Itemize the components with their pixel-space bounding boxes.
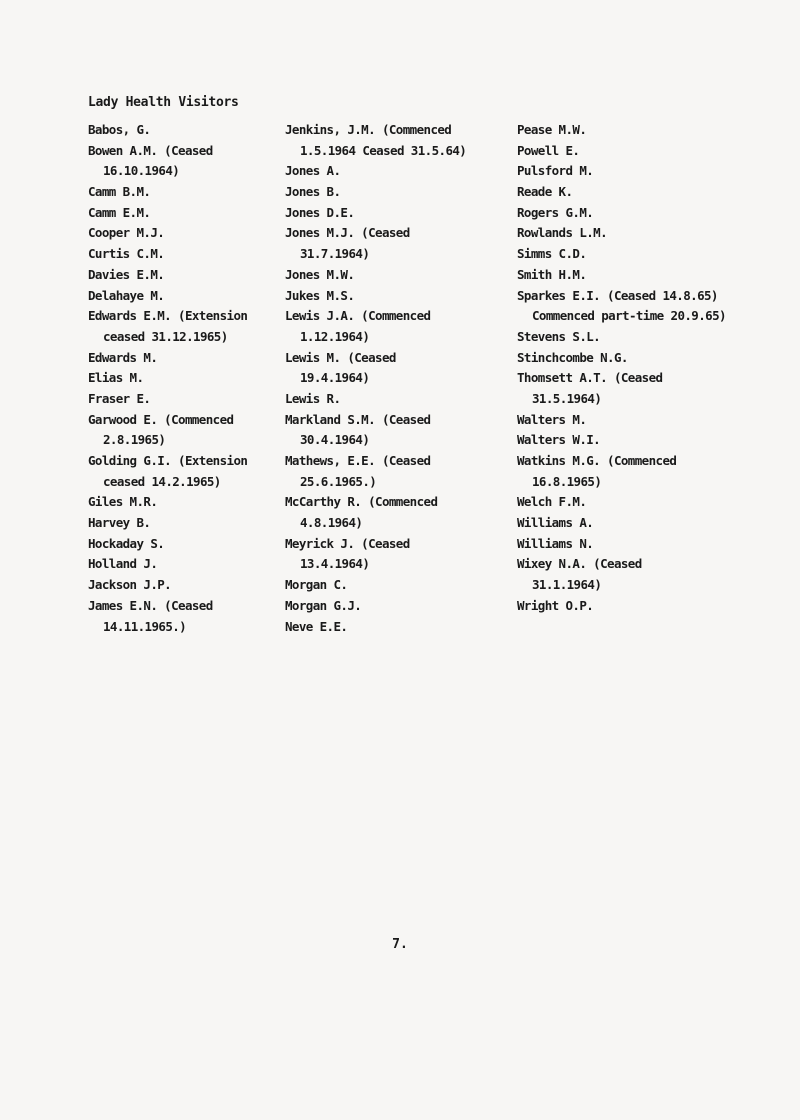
list-item: Holland J. — [88, 556, 158, 572]
list-item: Edwards M. — [88, 349, 158, 365]
list-item: Harvey B. — [88, 515, 151, 531]
list-item-continuation: Commenced part-time 20.9.65) — [532, 308, 726, 324]
list-item: Neve E.E. — [285, 618, 348, 634]
list-item: Babos, G. — [88, 122, 151, 137]
list-item: Jones M.J. (Ceased — [285, 225, 410, 241]
list-item-continuation: 1.5.1964 Ceased 31.5.64) — [300, 142, 467, 158]
list-item: Cooper M.J. — [88, 225, 165, 241]
list-item-continuation: ceased 31.12.1965) — [103, 328, 228, 344]
list-item: Rogers G.M. — [517, 204, 594, 220]
list-item-continuation: 30.4.1964) — [300, 432, 370, 448]
list-item: Camm B.M. — [88, 184, 151, 200]
list-item: Morgan G.J. — [285, 597, 362, 613]
list-item: McCarthy R. (Commenced — [285, 494, 438, 510]
list-item-continuation: 19.4.1964) — [300, 370, 370, 386]
list-item: Meyrick J. (Ceased — [285, 535, 410, 551]
page-number: 7. — [392, 937, 408, 952]
list-item: Watkins M.G. (Commenced — [517, 453, 677, 468]
list-item: Simms C.D. — [517, 246, 587, 262]
list-item: Wright O.P. — [517, 597, 594, 613]
list-item: Jones A. — [285, 163, 341, 179]
list-item: Hockaday S. — [88, 535, 165, 551]
list-item: Mathews, E.E. (Ceased — [285, 453, 431, 468]
list-item: Sparkes E.I. (Ceased 14.8.65) — [517, 287, 718, 303]
list-item: Morgan C. — [285, 577, 348, 593]
list-item: Garwood E. (Commenced — [88, 411, 234, 427]
list-item: Reade K. — [517, 184, 573, 200]
list-item: Williams A. — [517, 515, 594, 531]
list-item-continuation: 16.8.1965) — [532, 473, 602, 489]
list-item: Welch F.M. — [517, 494, 587, 510]
list-item: Rowlands L.M. — [517, 225, 608, 241]
list-item-continuation: 4.8.1964) — [300, 515, 363, 531]
visitor-list-column-2 — [285, 120, 466, 637]
list-item: Smith H.M. — [517, 266, 587, 282]
list-item: Curtis C.M. — [88, 246, 165, 262]
list-item: Giles M.R. — [88, 494, 158, 510]
list-item: Jukes M.S. — [285, 287, 355, 303]
list-item: Lewis R. — [285, 390, 341, 406]
list-item: Wixey N.A. (Ceased — [517, 556, 642, 572]
list-item: Davies E.M. — [88, 266, 165, 282]
list-item-continuation: 2.8.1965) — [103, 432, 166, 448]
list-item: Jones M.W. — [285, 266, 355, 282]
list-item-continuation: 16.10.1964) — [103, 163, 180, 179]
list-item: Golding G.I. (Extension — [88, 453, 248, 468]
list-item: Stinchcombe N.G. — [517, 349, 628, 365]
list-item-continuation: 31.7.1964) — [300, 246, 370, 262]
list-item: Jenkins, J.M. (Commenced — [285, 122, 452, 137]
list-item: Walters M. — [517, 411, 587, 427]
list-item: Pease M.W. — [517, 122, 587, 137]
visitor-list-column-1 — [88, 120, 247, 637]
list-item: Williams N. — [517, 535, 594, 551]
list-item: Jones D.E. — [285, 204, 355, 220]
list-item: Thomsett A.T. (Ceased — [517, 370, 663, 386]
list-item: Lewis J.A. (Commenced — [285, 308, 431, 324]
list-item: Delahaye M. — [88, 287, 165, 303]
list-item-continuation: 14.11.1965.) — [103, 618, 187, 634]
list-item: Elias M. — [88, 370, 144, 386]
list-item: Jackson J.P. — [88, 577, 172, 593]
list-item: Fraser E. — [88, 390, 151, 406]
list-item: Pulsford M. — [517, 163, 594, 179]
list-item: Edwards E.M. (Extension — [88, 308, 248, 324]
list-item-continuation: ceased 14.2.1965) — [103, 473, 221, 489]
list-item-continuation: 25.6.1965.) — [300, 473, 377, 489]
list-item: Powell E. — [517, 142, 580, 158]
list-item: James E.N. (Ceased — [88, 597, 213, 613]
list-item: Camm E.M. — [88, 204, 151, 220]
list-item: Jones B. — [285, 184, 341, 200]
list-item: Lewis M. (Ceased — [285, 349, 396, 365]
visitor-list-column-3 — [517, 120, 726, 617]
list-item: Markland S.M. (Ceased — [285, 411, 431, 427]
list-item: Stevens S.L. — [517, 328, 601, 344]
list-item-continuation: 31.5.1964) — [532, 390, 602, 406]
list-item: Walters W.I. — [517, 432, 601, 448]
list-item-continuation: 1.12.1964) — [300, 328, 370, 344]
list-item-continuation: 13.4.1964) — [300, 556, 370, 572]
list-item: Bowen A.M. (Ceased — [88, 142, 213, 158]
page-heading: Lady Health Visitors — [88, 95, 239, 110]
list-item-continuation: 31.1.1964) — [532, 577, 602, 593]
